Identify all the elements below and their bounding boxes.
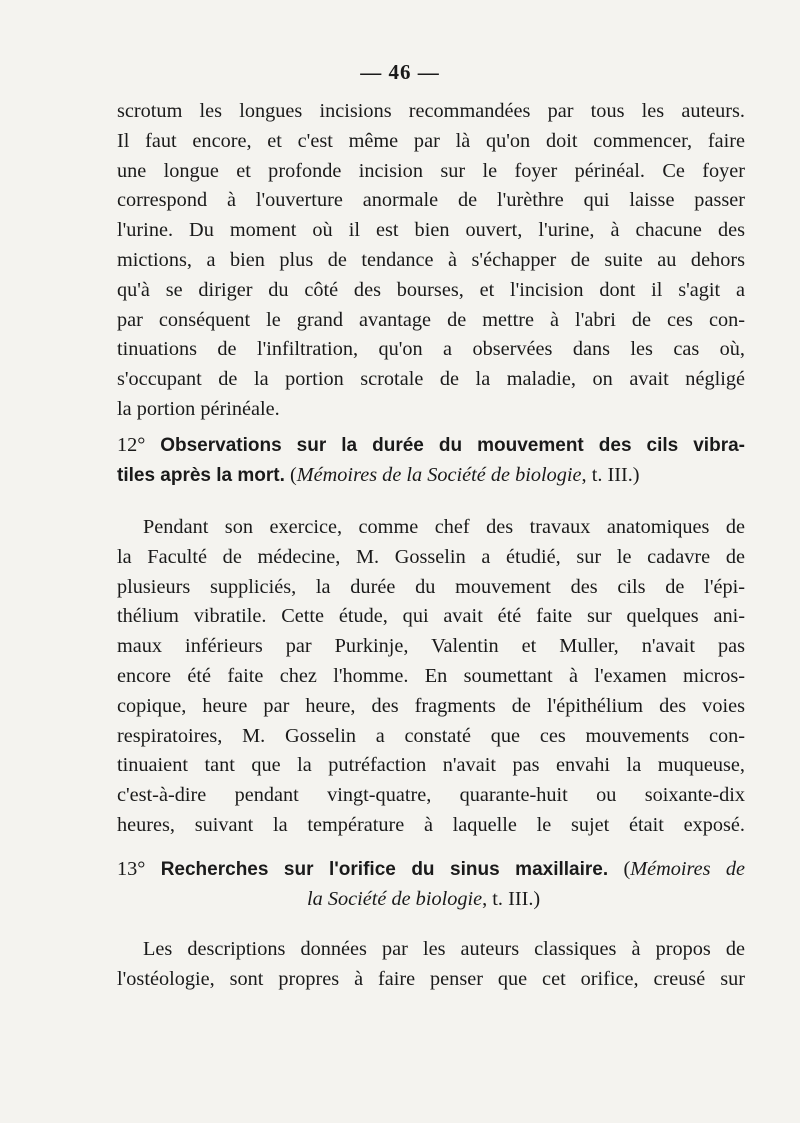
reference-open: ( bbox=[289, 463, 297, 486]
text-line: par conséquent le grand avantage de mettre à l'abri de ces con- bbox=[117, 308, 745, 331]
section-13-heading bbox=[117, 855, 745, 915]
text-line: plusieurs suppliciés, la durée du mouvement des cils de l'épi- bbox=[117, 575, 745, 598]
text-line: Pendant son exercice, comme chef des travaux anatomiques de bbox=[143, 516, 745, 538]
text-line: tinuations de l'infiltration, qu'on a observées dans les cas où, bbox=[117, 338, 745, 361]
reference-open: ( bbox=[608, 858, 631, 880]
paragraph-continuation bbox=[117, 97, 745, 425]
reference-source-part-1: Mémoires de bbox=[630, 858, 745, 880]
text-line: tinuaient tant que la putréfaction n'avait pas envahi la muqueuse, bbox=[117, 754, 745, 777]
text-line: l'urine. Du moment où il est bien ouvert, l'urine, à chacune des bbox=[117, 219, 745, 242]
text-line: heures, suivant la température à laquelle le sujet était exposé. bbox=[117, 813, 745, 836]
text-line: qu'à se diriger du côté des bourses, et l'incision dont il s'agit a bbox=[117, 278, 745, 301]
reference-volume: , t. III.) bbox=[581, 463, 640, 486]
section-title: Observations sur la durée du mouvement des cils vibra- bbox=[160, 435, 745, 456]
text-line: encore été faite chez l'homme. En soumettant à l'examen micros- bbox=[117, 664, 745, 687]
text-line: copique, heure par heure, des fragments de l'épithélium des voies bbox=[117, 694, 745, 717]
text-line: maux inférieurs par Purkinje, Valentin et Muller, n'avait pas bbox=[117, 635, 745, 658]
text-line: respiratoires, M. Gosselin a constaté que ces mouvements con- bbox=[117, 724, 745, 747]
text-line: Les descriptions données par les auteurs classiques à propos de bbox=[143, 938, 745, 960]
text-line: l'ostéologie, sont propres à faire penser que cet orifice, creusé sur bbox=[117, 967, 745, 990]
text-line: s'occupant de la portion scrotale de la maladie, on avait négligé bbox=[117, 368, 745, 391]
page-number: — 46 — bbox=[360, 60, 440, 84]
reference-source-part-2: la Société de biologie bbox=[307, 887, 483, 910]
paragraph-section-13 bbox=[117, 935, 745, 995]
text-line: une longue et profonde incision sur le foyer périnéal. Ce foyer bbox=[117, 159, 745, 182]
text-line: la Faculté de médecine, M. Gosselin a étudié, sur le cadavre de bbox=[117, 545, 745, 568]
section-title-continued: tiles après la mort. bbox=[117, 464, 285, 486]
text-line: mictions, a bien plus de tendance à s'échapper de suite au dehors bbox=[117, 248, 745, 271]
text-line: la portion périnéale. bbox=[117, 397, 280, 420]
text-line: thélium vibratile. Cette étude, qui avait été faite sur quelques ani- bbox=[117, 605, 745, 628]
section-number: 13° bbox=[117, 858, 146, 880]
section-number: 12° bbox=[117, 434, 146, 456]
text-line: scrotum les longues incisions recommandées par tous les auteurs. bbox=[117, 100, 745, 122]
text-line: c'est-à-dire pendant vingt-quatre, quarante-huit ou soixante-dix bbox=[117, 784, 745, 807]
section-title: Recherches sur l'orifice du sinus maxillaire. bbox=[160, 859, 609, 880]
text-line: Il faut encore, et c'est même par là qu'on doit commencer, faire bbox=[117, 129, 745, 152]
reference-volume: , t. III.) bbox=[482, 887, 541, 910]
section-12-heading bbox=[117, 431, 745, 491]
text-line: correspond à l'ouverture anormale de l'urèthre qui laisse passer bbox=[117, 189, 745, 212]
paragraph-section-12 bbox=[117, 513, 745, 841]
reference-source: Mémoires de la Société de biologie bbox=[296, 463, 582, 486]
